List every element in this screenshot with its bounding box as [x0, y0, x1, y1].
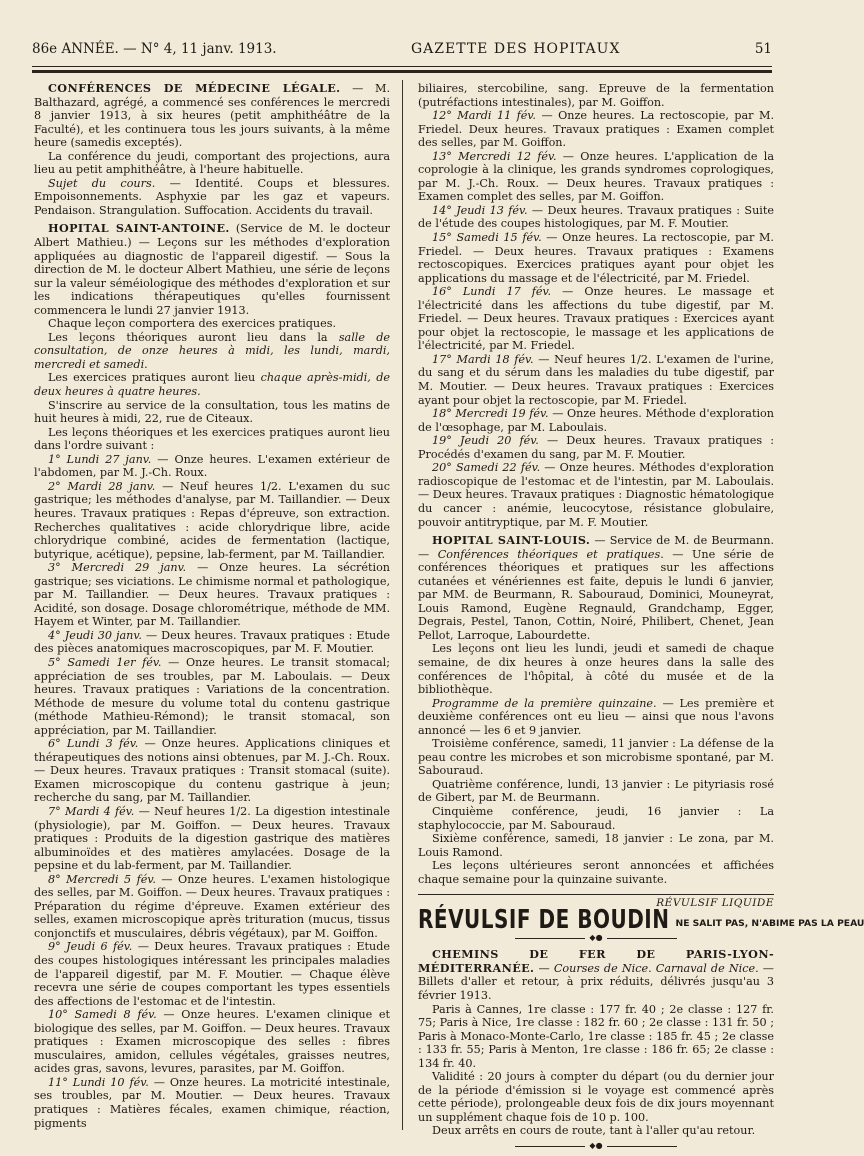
paragraph [418, 1003, 774, 1071]
paragraph [418, 642, 774, 696]
paragraph-text: Les leçons théoriques et les exercices pratiques auront lieu dans l'ordre suivant : [34, 426, 390, 453]
ad-headline [418, 913, 774, 931]
date-label: 2° Mardi 28 janv. [48, 480, 155, 493]
date-label: 16° Lundi 17 fév. [432, 285, 551, 298]
date-label: Sujet du cours. [48, 177, 155, 190]
page-number: 51 [755, 41, 772, 57]
column-divider [402, 80, 403, 1130]
italic-text: chaque après-midi, de deux heures à quatre heures. [34, 371, 390, 398]
paragraph-text: — Onze heures. Le massage et l'électricité dans les affections du tube digestif, par M. Friedel. — Deux heures. Travaux pratiques : Exercices ayant pour objet la rectoscopie, le massage et les applications de l'électricité, par M. Friedel. [418, 285, 774, 352]
issue-info: 86e ANNÉE. — N° 4, 11 janv. 1913. [32, 41, 277, 57]
paragraph [34, 177, 390, 218]
paragraph [34, 1076, 390, 1130]
section-heading: CONFÉRENCES DE MÉDECINE LÉGALE. [48, 81, 340, 95]
ad-rule [418, 894, 774, 895]
paragraph-text: S'inscrire au service de la consultation, tous les matins de huit heures à midi, 22, rue de Citeaux. [34, 399, 390, 426]
paragraph [418, 109, 774, 150]
paragraph-text: — Deux heures. Travaux pratiques : Etude des coupes histologiques intéressant les principales maladies de l'appareil digestif, par M. F. Moutier. — Chaque élève recevra une série de coupes comportant les types essentiels des affections de l'estomac et de l'intestin. [34, 940, 390, 1007]
paragraph-text: — Onze heures. La motricité intestinale, ses troubles, par M. Moutier. — Deux heures. Travaux pratiques : Matières fécales, examen chimique, réaction, pigments [34, 1076, 390, 1130]
paragraph-text: Cinquième conférence, jeudi, 16 janvier : La staphylococcie, par M. Sabouraud. [418, 805, 774, 832]
paragraph-text: — Onze heures. L'examen histologique des selles, par M. Goiffon. — Deux heures. Travaux pratiques : Préparation du régime d'épreuve. Examen extérieur des selles, examen microscopique après trituration (mucus, tissus conjonctifs et musculaires, débris végétaux), par M. Goiffon. [34, 873, 390, 940]
ad-subline: NE SALIT PAS, N'ABIME PAS LA PEAU [676, 917, 864, 931]
paragraph [418, 461, 774, 529]
paragraph [418, 204, 774, 231]
paragraph-text: — M. Balthazard, agrégé, a commencé ses conférences le mercredi 8 janvier 1913, à six heures (petit amphithéâtre de la Faculté), et les continuera tous les jours suivants, à la même heure (samedis exceptés). [34, 82, 390, 149]
paragraph-text: Paris à Cannes, 1re classe : 177 fr. 40 ; 2e classe : 127 fr. 75; Paris à Nice, 1re classe : 182 fr. 60 ; 2e classe : 131 fr. 50 ; Paris à Monaco-Monte-Carlo, 1re classe : 185 fr. 45 ; 2e classe : 133 fr. 55; Paris à Menton, 1re classe : 186 fr. 65; 2e classe : 134 fr. 40. [418, 1003, 774, 1070]
paragraph-text: Les leçons théoriques auront lieu dans la [48, 331, 339, 344]
paragraph-text: Sixième conférence, samedi, 18 janvier : Le zona, par M. Louis Ramond. [418, 832, 774, 859]
paragraph-text: — Billets d'aller et retour, à prix réduits, délivrés jusqu'au 3 février 1913. [418, 962, 774, 1002]
paragraph-text: Les exercices pratiques auront lieu [48, 371, 261, 384]
date-label: 18° Mercredi 19 fév. [432, 407, 549, 420]
paragraph-text: — Neuf heures 1/2. L'examen du suc gastrique; les méthodes d'analyse, par M. Taillandier. — Deux heures. Travaux pratiques : Repas d'épreuve, son extraction. Recherches qualitatives : acide chlorydrique libre, acide chlorydrique combiné, acides de fermentation (lactique, butyrique, acétique), pepsine, lab-ferment, par M. Taillandier. [34, 480, 390, 561]
section-heading: HOPITAL SAINT-LOUIS. [432, 533, 590, 547]
paragraph [418, 697, 774, 738]
paragraph-text: — Les première et deuxième conférences ont eu lieu — ainsi que nous l'avons annoncé — les 6 et 9 janvier. [418, 697, 774, 737]
paragraph-text: — Identité. Coups et blessures. Empoisonnements. Asphyxie par les gaz et vapeurs. Pendaison. Strangulation. Suffocation. Accidents du travail. [34, 177, 390, 217]
ornament-divider: ◆● [418, 934, 774, 942]
paragraph-text: — Service de M. de Beurmann. — [418, 534, 774, 561]
paragraph [418, 778, 774, 805]
paragraph-text: — [534, 962, 553, 975]
paragraph [418, 948, 774, 1002]
paragraph [34, 656, 390, 737]
header-rule [32, 66, 772, 67]
date-label: 17° Mardi 18 fév. [432, 353, 534, 366]
paragraph [418, 353, 774, 407]
paragraph [418, 231, 774, 285]
paragraph-text: — Onze heures. La sécrétion gastrique; ses viciations. Le chimisme normal et pathologique, par M. Taillandier. — Deux heures. Travaux pratiques : Acidité, son dosage. Dosage chlorométrique, méthode de MM. Hayem et Winter, par M. Taillandier. [34, 561, 390, 628]
ornament-end: ◆● [418, 1142, 774, 1150]
italic-text: salle de consultation, de onze heures à midi, les lundi, mardi, mercredi et samedi. [34, 331, 390, 371]
date-label: 13° Mercredi 12 fév. [432, 150, 557, 163]
date-label: 5° Samedi 1er fév. [48, 656, 161, 669]
paragraph [418, 805, 774, 832]
paragraph [34, 371, 390, 398]
journal-title: GAZETTE DES HOPITAUX [411, 41, 620, 57]
paragraph-text: — Onze heures. La rectoscopie, par M. Friedel. — Deux heures. Travaux pratiques : Examens rectoscopiques. Exercices pratiques ayant pour objet les applications du massage et de l'électricité, par M. Friedel. [418, 231, 774, 285]
date-label: 15° Samedi 15 fév. [432, 231, 542, 244]
paragraph [34, 873, 390, 941]
date-label: Programme de la première quinzaine. [432, 697, 657, 710]
paragraph [34, 222, 390, 317]
paragraph [34, 82, 390, 150]
paragraph-text: — Deux heures. Travaux pratiques : Etude des pièces anatomiques macroscopiques, par M. F. Moutier. [34, 629, 390, 656]
date-label: 9° Jeudi 6 fév. [48, 940, 132, 953]
section-heading: CHEMINS DE FER DE PARIS-LYON-MÉDITERRANÉE. [418, 947, 774, 975]
paragraph [34, 805, 390, 873]
paragraph-text: Deux arrêts en cours de route, tant à l'aller qu'au retour. [432, 1124, 755, 1137]
date-label: 3° Mercredi 29 janv. [48, 561, 186, 574]
paragraph [418, 832, 774, 859]
paragraph [418, 534, 774, 642]
header-rule-thick [32, 70, 772, 73]
paragraph-text: Les leçons ultérieures seront annoncées et affichées chaque semaine pour la quinzaine suivante. [418, 859, 774, 886]
paragraph [34, 317, 390, 331]
paragraph [418, 1124, 774, 1138]
paragraph-text: — Onze heures. Le transit stomacal; appréciation de ses troubles, par M. Laboulais. — Deux heures. Travaux pratiques : Variations de la concentration. Méthode de mesure du volume total du contenu gastrique (méthode Mathieu-Rémond); le transit stomacal, son appréciation, par M. Taillandier. [34, 656, 390, 737]
paragraph [34, 629, 390, 656]
paragraph-text: — Onze heures. L'examen clinique et biologique des selles, par M. Goiffon. — Deux heures. Travaux pratiques : Examen microscopique des selles : fibres musculaires, amidon, cellules végétales, graisses neutres, acides gras, savons, levures, parasites, par M. Goiffon. [34, 1008, 390, 1075]
paragraph-text: — Onze heures. La rectoscopie, par M. Friedel. Deux heures. Travaux pratiques : Examen complet des selles, par M. Goiffon. [418, 109, 774, 149]
paragraph-text: — Neuf heures 1/2. L'examen de l'urine, du sang et du sérum dans les maladies du tube digestif, par M. Moutier. — Deux heures. Travaux pratiques : Exercices ayant pour objet la rectoscopie, par M. Friedel. [418, 353, 774, 407]
paragraph [34, 399, 390, 426]
paragraph-text: — Onze heures. L'examen extérieur de l'abdomen, par M. J.-Ch. Roux. [34, 453, 390, 480]
left-column [34, 82, 390, 1130]
paragraph [418, 434, 774, 461]
paragraph [418, 737, 774, 778]
date-label: 19° Jeudi 20 fév. [432, 434, 539, 447]
paragraph-text: Les leçons ont lieu les lundi, jeudi et samedi de chaque semaine, de dix heures à onze heures dans la salle des conférences de l'hôpital, à côté du musée et de la bibliothèque. [418, 642, 774, 696]
paragraph-text: Chaque leçon comportera des exercices pratiques. [48, 317, 336, 330]
paragraph [34, 940, 390, 1008]
date-label: 11° Lundi 10 fév. [48, 1076, 149, 1089]
date-label: 7° Mardi 4 fév. [48, 805, 134, 818]
paragraph-text: Troisième conférence, samedi, 11 janvier : La défense de la peau contre les microbes et son microbisme spontané, par M. Sabouraud. [418, 737, 774, 777]
paragraph-text: — Deux heures. Travaux pratiques : Procédés d'examen du sang, par M. F. Moutier. [418, 434, 774, 461]
paragraph-text: biliaires, stercobiline, sang. Epreuve de la fermentation (putréfactions intestinales), par M. Goiffon. [418, 82, 774, 109]
paragraph-text: — Onze heures. Applications cliniques et thérapeutiques des notions ainsi obtenues, par M. J.-Ch. Roux. — Deux heures. Travaux pratiques : Transit stomacal (suite). Examen microscopique du contenu gastrique à jeun; recherche du sang, par M. Taillandier. [34, 737, 390, 804]
date-label: 10° Samedi 8 fév. [48, 1008, 157, 1021]
date-label: 14° Jeudi 13 fév. [432, 204, 528, 217]
paragraph [34, 480, 390, 561]
paragraph [418, 285, 774, 353]
ad-brand: RÉVULSIF DE BOUDIN [418, 911, 670, 929]
paragraph [34, 426, 390, 453]
paragraph [34, 150, 390, 177]
paragraph-text: Quatrième conférence, lundi, 13 janvier : Le pityriasis rosé de Gibert, par M. de Beurmann. [418, 778, 774, 805]
paragraph-text: — Onze heures. L'application de la coprologie à la clinique, les grands syndromes coprologiques, par M. J.-Ch. Roux. — Deux heures. Travaux pratiques : Examen complet des selles, par M. Goiffon. [418, 150, 774, 204]
paragraph-text: — Deux heures. Travaux pratiques : Suite de l'étude des coupes histologiques, par M. F. Moutier. [418, 204, 774, 231]
date-label: 1° Lundi 27 janv. [48, 453, 151, 466]
italic-text: Conférences théoriques et pratiques [438, 548, 660, 561]
paragraph [34, 453, 390, 480]
paragraph [34, 561, 390, 629]
date-label: 20° Samedi 22 fév. [432, 461, 540, 474]
paragraph-text: . — Une série de conférences théoriques et pratiques sur les affections cutanées et vénériennes est faite, depuis le lundi 6 janvier, par MM. de Beurmann, R. Sabouraud, Dominici, Mouneyrat, Louis Ramond, Eugène Regnauld, Grandchamp, Egger, Degrais, Pestel, Tanon, Cottin, Noiré, Philibert, Chenet, Jean Pellot, Larroque, Labourdette. [418, 548, 774, 642]
paragraph-text: — Onze heures. Méthode d'exploration de l'œsophage, par M. Laboulais. [418, 407, 774, 434]
date-label: 4° Jeudi 30 janv. [48, 629, 142, 642]
paragraph [34, 1008, 390, 1076]
paragraph [418, 150, 774, 204]
date-label: 12° Mardi 11 fév. [432, 109, 536, 122]
paragraph-text: Validité : 20 jours à compter du départ (ou du dernier jour de la période d'émission si le voyage est commencé après cette période), prolongeable deux fois de dix jours moyennant un supplément chaque fois de 10 p. 100. [418, 1070, 774, 1124]
paragraph-text: La conférence du jeudi, comportant des projections, aura lieu au petit amphithéâtre, à l'heure habituelle. [34, 150, 390, 177]
right-column-text [418, 82, 774, 886]
right-column [418, 82, 774, 1156]
section-heading: HOPITAL SAINT-ANTOINE. [48, 221, 230, 235]
paragraph [418, 407, 774, 434]
paragraph [34, 737, 390, 805]
railway-notice [418, 948, 774, 1138]
date-label: 6° Lundi 3 fév. [48, 737, 138, 750]
paragraph [418, 1070, 774, 1124]
date-label: 8° Mercredi 5 fév. [48, 873, 156, 886]
italic-text: Courses de Nice. Carnaval de Nice. [554, 962, 759, 975]
paragraph [418, 82, 774, 109]
paragraph-text: — Neuf heures 1/2. La digestion intestinale (physiologie), par M. Goiffon. — Deux heures. Travaux pratiques : Produits de la digestion gastrique des matières albuminoïdes et des matières amylacées. Dosage de la pepsine et du lab-ferment, par M. Taillandier. [34, 805, 390, 872]
advertisement [418, 894, 774, 942]
paragraph-text: (Service de M. le docteur Albert Mathieu.) — Leçons sur les méthodes d'exploration appliquées au diagnostic de l'appareil digestif. — Sous la direction de M. le docteur Albert Mathieu, une série de leçons sur la valeur séméiologique des méthodes d'exploration et sur les indications thérapeutiques qu'elles fournissent commencera le lundi 27 janvier 1913. [34, 222, 390, 316]
paragraph [34, 331, 390, 372]
paragraph-text: — Onze heures. Méthodes d'exploration radioscopique de l'estomac et de l'intestin, par M. Laboulais. — Deux heures. Travaux pratiques : Diagnostic hématologique du cancer : anémie, leucocytose, résistance globulaire, pouvoir antitryptique, par M. F. Moutier. [418, 461, 774, 528]
ad-tagline: RÉVULSIF LIQUIDE [418, 897, 774, 911]
page-header [32, 36, 772, 62]
paragraph [418, 859, 774, 886]
